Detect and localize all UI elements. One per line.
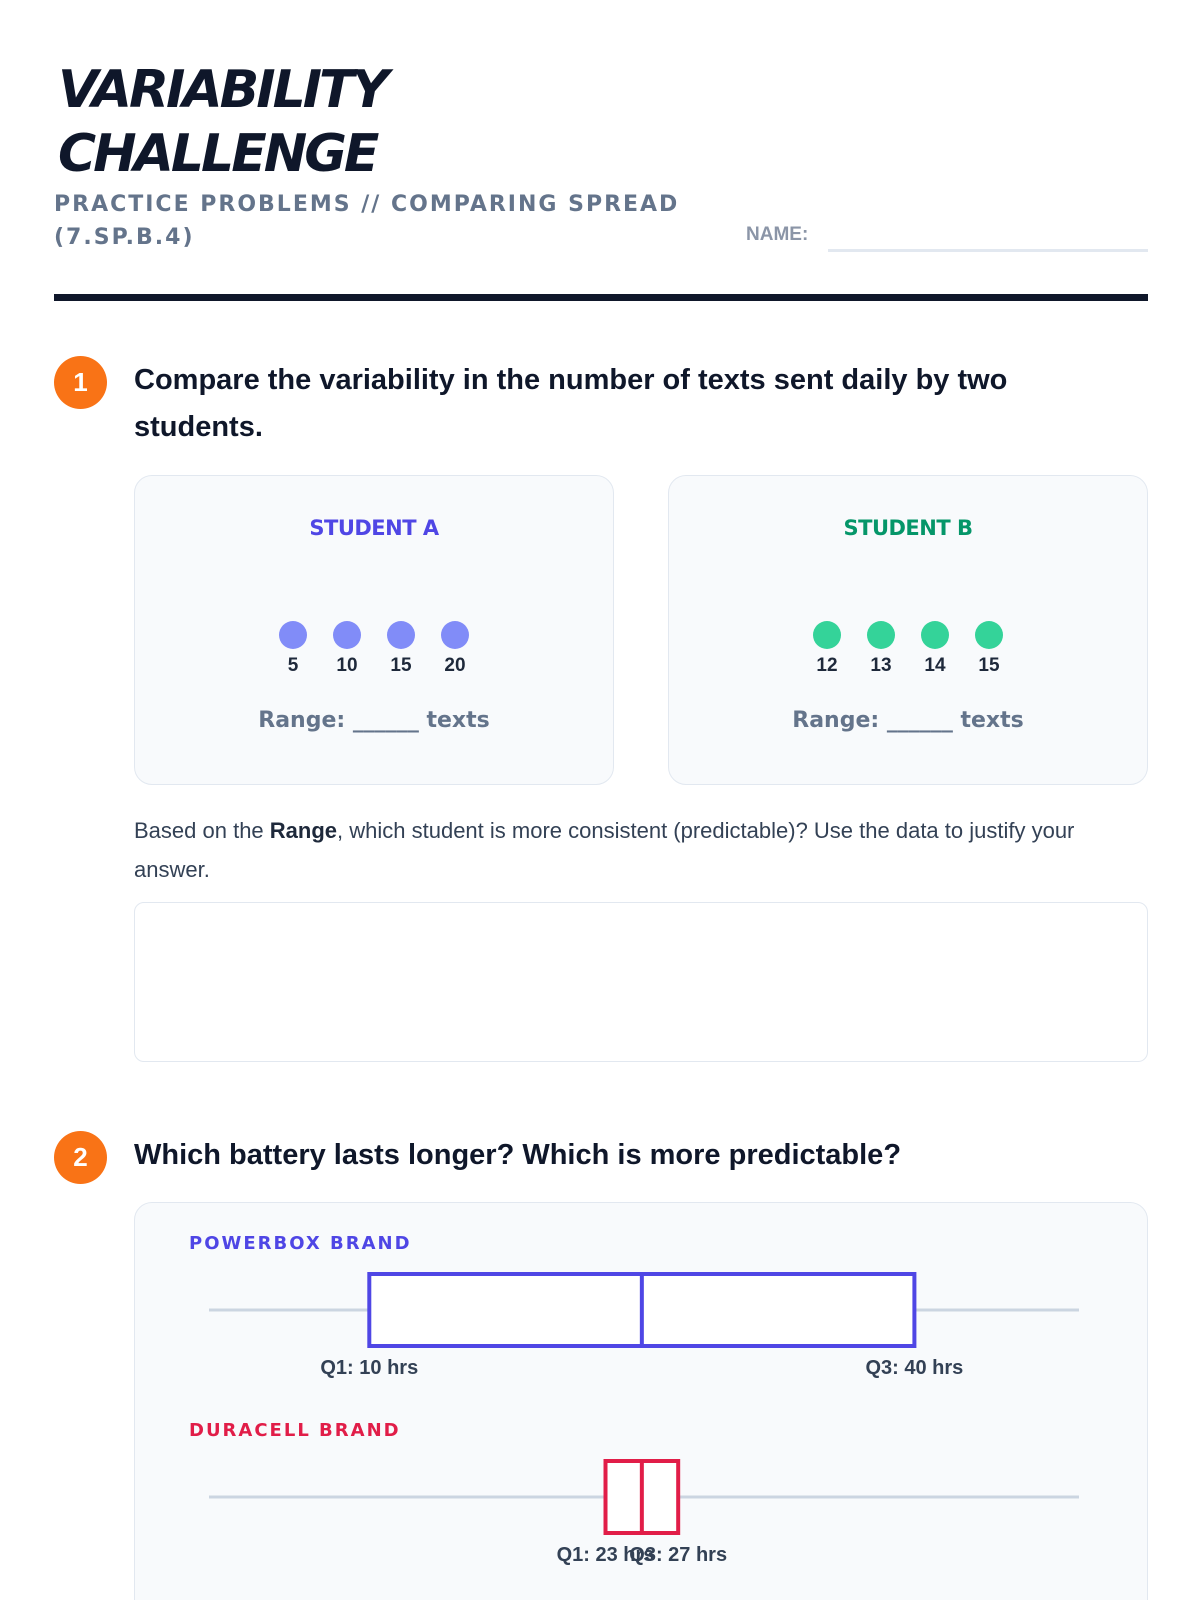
duracell-box-plot bbox=[135, 1450, 1149, 1600]
question-1-prompt bbox=[134, 811, 1134, 889]
student-b-dot bbox=[867, 621, 895, 649]
student-a-dot-value: 5 bbox=[287, 655, 299, 676]
student-a-dot bbox=[333, 621, 361, 649]
student-b-range: Range: ______ texts bbox=[792, 708, 1024, 733]
title-line-2: CHALLENGE bbox=[58, 124, 377, 184]
question-2-badge: 2 bbox=[54, 1131, 107, 1184]
student-a-dot-value: 20 bbox=[444, 655, 466, 676]
student-a-title: STUDENT A bbox=[309, 516, 439, 540]
student-b-dot bbox=[975, 621, 1003, 649]
question-1-badge: 1 bbox=[54, 356, 107, 409]
student-b-dot-item bbox=[921, 621, 949, 677]
student-a-dot-value: 10 bbox=[336, 655, 358, 676]
duracell-q3-label: Q3: 27 hrs bbox=[629, 1544, 728, 1566]
student-b-dot-item bbox=[813, 621, 841, 677]
header-divider bbox=[54, 294, 1148, 301]
powerbox-brand-label: POWERBOX BRAND bbox=[189, 1233, 412, 1254]
student-b-dot-value: 14 bbox=[924, 655, 946, 676]
student-b-dot-value: 12 bbox=[816, 655, 838, 676]
student-b-card bbox=[668, 475, 1148, 785]
student-b-dot-value: 13 bbox=[870, 655, 892, 676]
prompt-text-before: Based on the bbox=[134, 818, 270, 843]
name-field-line[interactable] bbox=[828, 249, 1148, 252]
question-2-text: Which battery lasts longer? Which is more predictable? bbox=[134, 1139, 902, 1171]
student-a-dot-item bbox=[441, 621, 469, 677]
student-a-dot-item bbox=[333, 621, 361, 677]
question-1-text: Compare the variability in the number of texts sent daily by two students. bbox=[134, 364, 1008, 443]
student-b-dot-item bbox=[975, 621, 1003, 677]
student-b-dot bbox=[813, 621, 841, 649]
student-a-range: Range: ______ texts bbox=[258, 708, 490, 733]
student-b-dot-value: 15 bbox=[978, 655, 1000, 676]
powerbox-box-plot bbox=[135, 1263, 1149, 1443]
powerbox-q1-label: Q1: 10 hrs bbox=[320, 1357, 419, 1379]
student-b-dot-plot bbox=[669, 621, 1147, 677]
student-a-dot bbox=[441, 621, 469, 649]
worksheet-subtitle: PRACTICE PROBLEMS // COMPARING SPREAD (7.SP.B.4) bbox=[54, 192, 680, 250]
student-a-card bbox=[134, 475, 614, 785]
box-plot-card bbox=[134, 1202, 1148, 1600]
answer-box[interactable] bbox=[134, 902, 1148, 1062]
prompt-text-after: , which student is more consistent (predictable)? Use the data to justify your answer. bbox=[134, 818, 1075, 882]
name-label: NAME: bbox=[746, 224, 809, 245]
prompt-bold-range: Range bbox=[269, 818, 338, 843]
title-line-1: VARIABILITY bbox=[58, 60, 387, 120]
worksheet-title bbox=[58, 58, 386, 186]
student-b-dot-item bbox=[867, 621, 895, 677]
student-a-dot bbox=[279, 621, 307, 649]
powerbox-q3-label: Q3: 40 hrs bbox=[865, 1357, 964, 1379]
duracell-brand-label: DURACELL BRAND bbox=[189, 1420, 401, 1441]
student-b-title: STUDENT B bbox=[843, 516, 973, 540]
student-a-dot-item bbox=[279, 621, 307, 677]
duracell-q1-label: Q1: 23 hrs bbox=[556, 1544, 655, 1566]
student-a-dot-value: 15 bbox=[390, 655, 412, 676]
student-a-dot-item bbox=[387, 621, 415, 677]
student-a-dot-plot bbox=[135, 621, 613, 677]
student-b-dot bbox=[921, 621, 949, 649]
student-a-dot bbox=[387, 621, 415, 649]
